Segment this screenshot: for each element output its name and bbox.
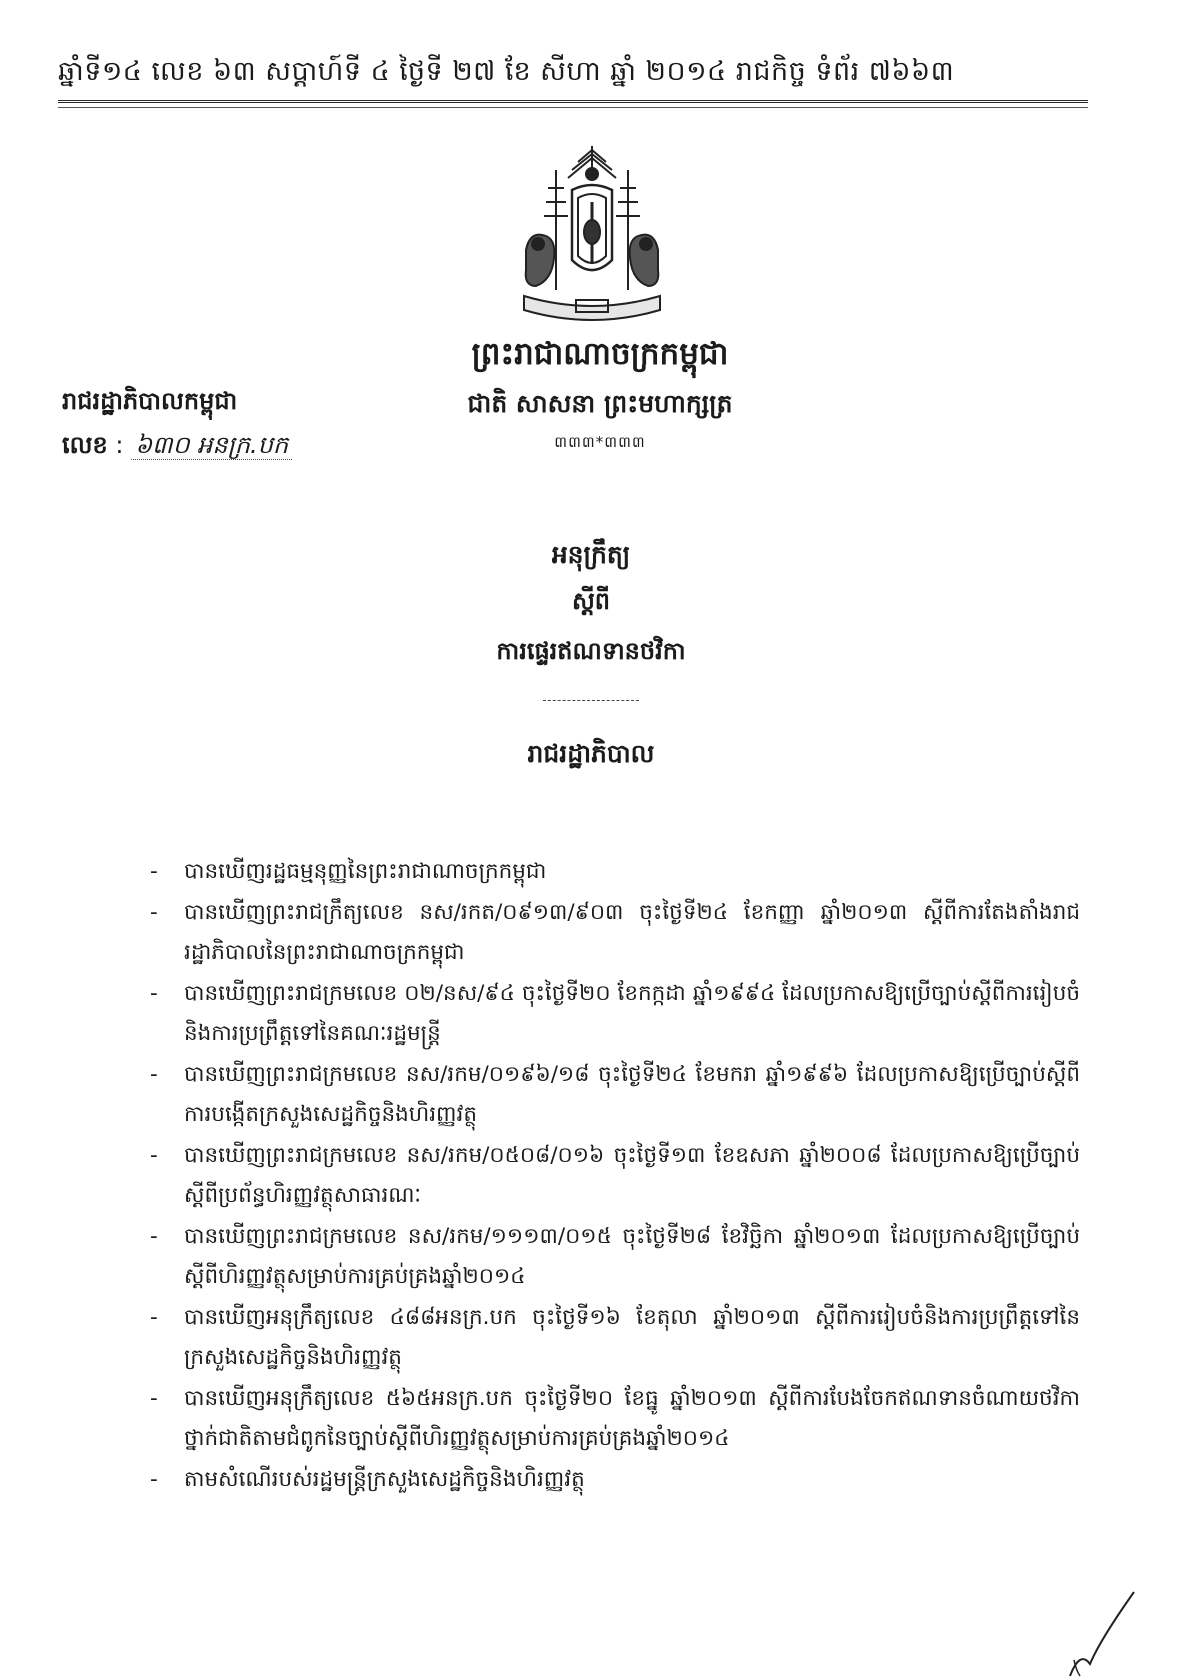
list-item: - បានឃើញអនុក្រឹត្យលេខ ៥៦៥អនក្រ.បក ចុះថ្ងៃទី២០ ខែធ្នូ ឆ្នាំ២០១៣ ស្តីពីការបែងចែកឥណទានចំណាយថវិកាថ្នាក់ជាតិតាមជំពូកនៃច្បាប់ស្តីពីហិរញ្ញវត្ថុសម្រាប់ការគ្រប់គ្រងឆ្នាំ២០១៤ — [150, 1385, 1080, 1451]
issuing-body: រាជរដ្ឋាភិបាលកម្ពុជា — [62, 387, 238, 415]
list-item: - បានឃើញព្រះរាជក្រមលេខ នស/រកម/១១១៣/០១៥ ចុះថ្ងៃទី២៨ ខែវិច្ឆិកា ឆ្នាំ២០១៣ ដែលប្រកាសឱ្យប្រើច្បាប់ស្តីពីហិរញ្ញវត្ថុសម្រាប់ការគ្រប់គ្រងឆ្នាំ២០១៤ — [150, 1223, 1080, 1289]
list-item: - បានឃើញព្រះរាជក្រមលេខ នស/រកម/០៥០៨/០១៦ ចុះថ្ងៃទី១៣ ខែឧសភា ឆ្នាំ២០០៨ ដែលប្រកាសឱ្យប្រើច្បាប់ស្តីពីប្រព័ន្ធហិរញ្ញវត្ថុសាធារណៈ — [150, 1142, 1080, 1208]
document-type: អនុក្រឹត្យ — [551, 540, 631, 569]
gazette-header: ឆ្នាំទី១៤ លេខ ៦៣ សប្តាហ៍ទី ៤ ថ្ងៃទី ២៧ ខែ សីហា ឆ្នាំ ២០១៤ រាជកិច្ច ទំព័រ ៧៦៦៣ — [58, 56, 955, 87]
document-about: ស្តីពី — [571, 587, 611, 615]
list-item: - បានឃើញព្រះរាជក្រមលេខ ០២/នស/៩៤ ចុះថ្ងៃទី២០ ខែកក្កដា ឆ្នាំ១៩៩៤ ដែលប្រកាសឱ្យប្រើច្បាប់ស្តីពីការរៀបចំនិងការប្រព្រឹត្តទៅនៃគណៈរដ្ឋមន្ត្រី — [150, 980, 1080, 1046]
kingdom-title: ព្រះរាជាណាចក្រកម្ពុជា — [471, 336, 729, 372]
national-motto: ជាតិ សាសនា ព្រះមហាក្សត្រ — [467, 389, 733, 418]
motto-ornament: ៣៣៣*៣៣៣ — [554, 433, 646, 451]
signature-mark-icon — [1060, 1580, 1140, 1680]
list-item: - បានឃើញព្រះរាជក្រឹត្យលេខ នស/រកត/០៩១៣/៩០៣ ចុះថ្ងៃទី២៤ ខែកញ្ញា ឆ្នាំ២០១៣ ស្តីពីការតែងតាំងរាជរដ្ឋាភិបាលនៃព្រះរាជាណាចក្រកម្ពុជា — [150, 899, 1080, 965]
decree-number-label: លេខ — [62, 431, 108, 459]
list-item: - បានឃើញព្រះរាជក្រមលេខ នស/រកម/០១៩៦/១៨ ចុះថ្ងៃទី២៤ ខែមករា ឆ្នាំ១៩៩៦ ដែលប្រកាសឱ្យប្រើច្បាប់ស្តីពីការបង្កើតក្រសួងសេដ្ឋកិច្ចនិងហិរញ្ញវត្ថុ — [150, 1061, 1080, 1127]
header-rule-thin — [58, 107, 1088, 108]
list-item: - បានឃើញរដ្ឋធម្មនុញ្ញនៃព្រះរាជាណាចក្រកម្ពុជា — [150, 859, 547, 884]
document-subject: ការផ្ទេរឥណទានថវិកា — [496, 637, 686, 665]
decree-number: លេខ : ៦៣០ អនក្រ.បក — [62, 428, 402, 462]
list-item: - បានឃើញអនុក្រឹត្យលេខ ៤៨៨អនក្រ.បក ចុះថ្ងៃទី១៦ ខែតុលា ឆ្នាំ២០១៣ ស្តីពីការរៀបចំនិងការប្រព្រឹត្តទៅនៃក្រសួងសេដ្ឋកិច្ចនិងហិរញ្ញវត្ថុ — [150, 1304, 1080, 1370]
royal-coat-of-arms-icon — [516, 140, 668, 330]
header-rule — [58, 100, 1088, 103]
document-issuer: រាជរដ្ឋាភិបាល — [527, 739, 655, 768]
recitals-list — [150, 852, 1080, 1500]
decree-number-value: ៦៣០ អនក្រ.បក — [131, 431, 292, 460]
list-item: - តាមសំណើរបស់រដ្ឋមន្ត្រីក្រសួងសេដ្ឋកិច្ចនិងហិរញ្ញវត្ថុ — [150, 1466, 585, 1492]
title-divider — [543, 700, 639, 701]
